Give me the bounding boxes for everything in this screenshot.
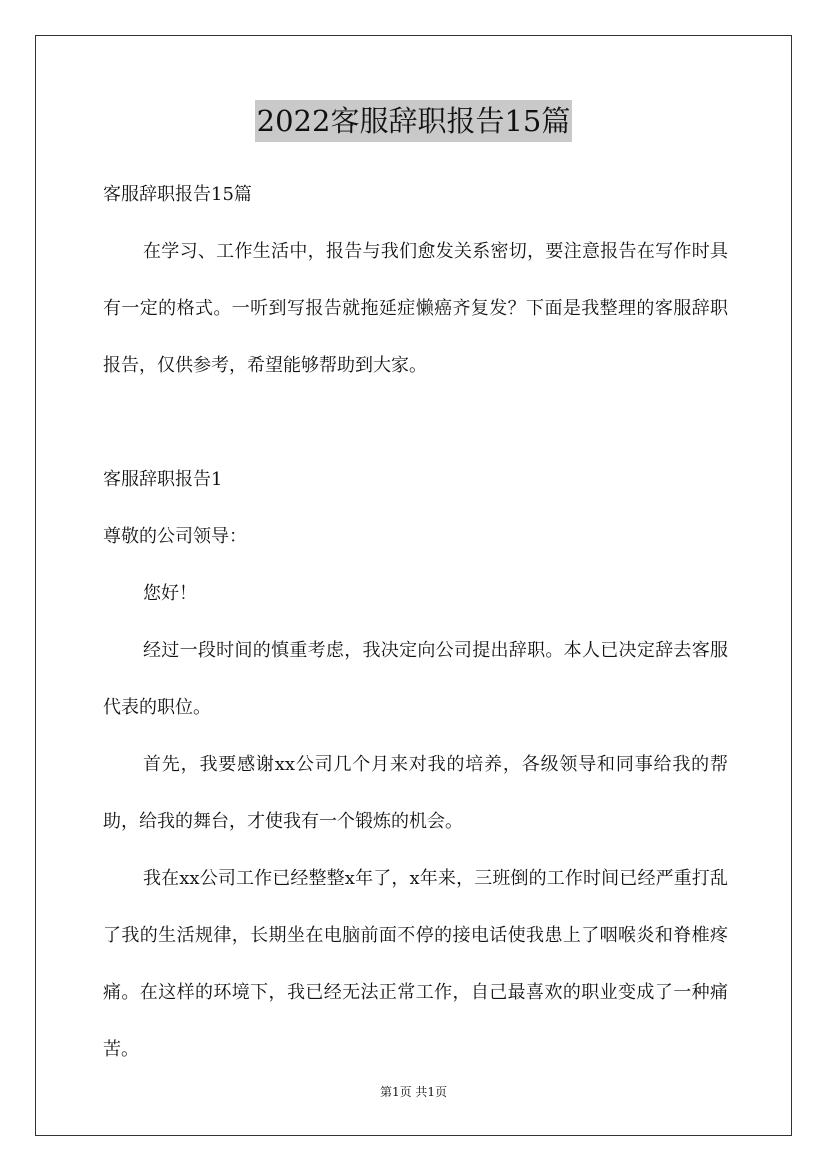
intro-paragraph: 在学习、工作生活中，报告与我们愈发关系密切，要注意报告在写作时具有一定的格式。一听到写报告就拖延症懒癌齐复发？下面是我整理的客服辞职报告，仅供参考，希望能够帮助到大家。 bbox=[103, 241, 728, 376]
paragraph-1: 经过一段时间的慎重考虑，我决定向公司提出辞职。本人已决定辞去客服代表的职位。 bbox=[103, 640, 728, 718]
document-title: 2022客服辞职报告15篇 bbox=[255, 100, 573, 142]
blank-line bbox=[103, 394, 728, 451]
greeting: 您好！ bbox=[143, 583, 197, 604]
page-footer bbox=[0, 1083, 827, 1101]
paragraph-2: 首先，我要感谢xx公司几个月来对我的培养，各级领导和同事给我的帮助，给我的舞台，才使我有一个锻炼的机会。 bbox=[103, 754, 728, 832]
paragraph-3: 我在xx公司工作已经整整x年了，x年来，三班倒的工作时间已经严重打乱了我的生活规律，长期坐在电脑前面不停的接电话使我患上了咽喉炎和脊椎疼痛。在这样的环境下，我已经无法正常工作，自己最喜欢的职业变成了一种痛苦。 bbox=[103, 868, 728, 1060]
section-heading: 客服辞职报告1 bbox=[103, 469, 223, 490]
salutation: 尊敬的公司领导： bbox=[103, 526, 247, 547]
subtitle: 客服辞职报告15篇 bbox=[103, 184, 252, 205]
document-body bbox=[103, 166, 728, 1078]
page-number: 第1页 共1页 bbox=[379, 1085, 448, 1099]
title-container bbox=[0, 100, 827, 142]
